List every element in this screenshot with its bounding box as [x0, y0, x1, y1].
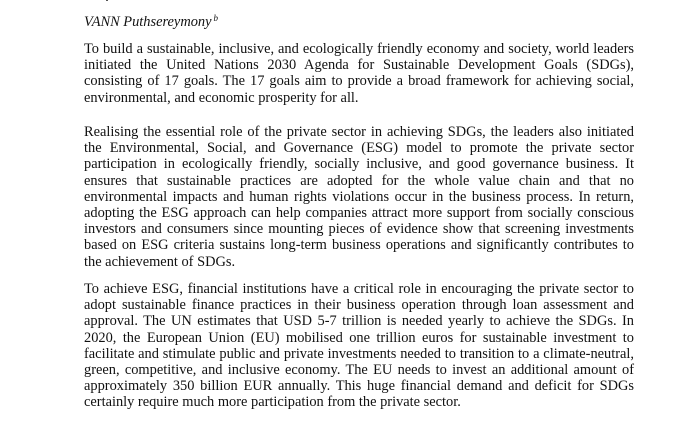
paragraph-esg-model: Realising the essential role of the private sector in achieving SDGs, the leaders also initiated the Environmental, Social, and Governance (ESG) model to promote the private sector participation in ecologically friendly, socially inclusive, and good governance business. It ensures that sustainable practices are adopted for the whole value chain and that no environmental impacts and human rights violations occur in the business process. In return, adopting the ESG approach can help companies attract more support from socially conscious investors and consumers since mounting pieces of evidence show that screening investments based on ESG criteria sustains long-term business operations and significantly contributes to the achievement of SDGs. [84, 124, 634, 270]
clipped-text-fragment [106, 0, 108, 1]
author-name: VANN Puthsereymony [84, 14, 212, 30]
author-affiliation-mark: b [213, 13, 218, 23]
author-line [84, 10, 218, 31]
paragraph-financial-institutions: To achieve ESG, financial institutions have a critical role in encouraging the private sector to adopt sustainable finance practices in their business operation through loan assessment and approval. The UN estimates that USD 5-7 trillion is needed yearly to achieve the SDGs. In 2020, the European Union (EU) mobilised one trillion euros for sustainable investment to facilitate and stimulate public and private investments needed to transition to a climate-neutral, green, competitive, and inclusive economy. The EU needs to invest an additional amount of approximately 350 billion EUR annually. This huge financial demand and deficit for SDGs certainly require much more participation from the private sector. [84, 281, 634, 411]
paragraph-sdgs-intro: To build a sustainable, inclusive, and ecologically friendly economy and society, world leaders initiated the United Nations 2030 Agenda for Sustainable Development Goals (SDGs), consisting of 17 goals. The 17 goals aim to provide a broad framework for achieving social, environmental, and economic prosperity for all. [84, 41, 634, 106]
